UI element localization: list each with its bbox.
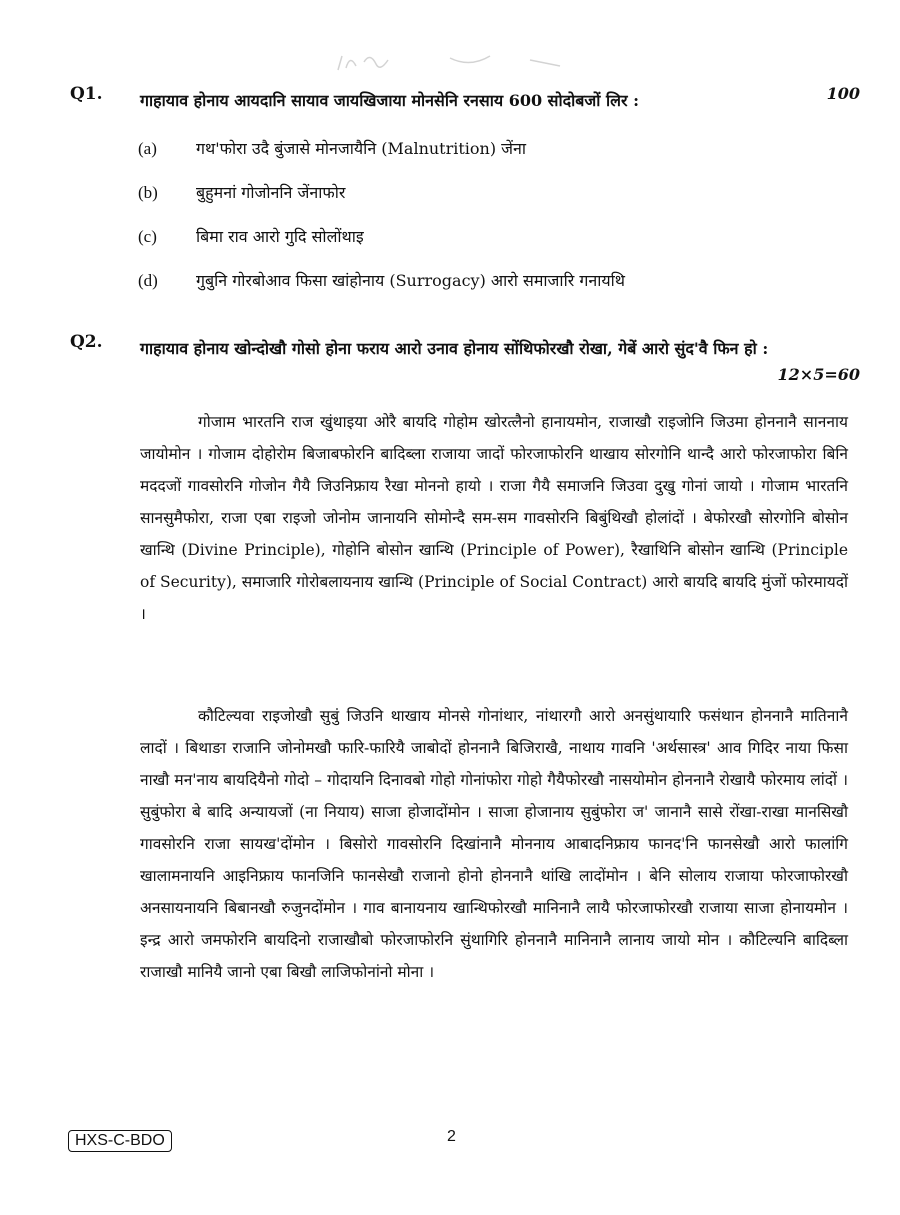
option-text: गुबुनि गोरबोआव फिसा खांहोनाय (Surrogacy) आरो समाजारि गनायथि xyxy=(196,271,626,290)
question-number: Q1. xyxy=(70,84,103,104)
option-text: बिमा राव आरो गुदि सोलोंथाइ xyxy=(196,227,364,246)
question-number: Q2. xyxy=(70,332,103,352)
option-c xyxy=(138,226,838,270)
option-a xyxy=(138,138,838,182)
option-b xyxy=(138,182,838,226)
option-text: गथ'फोरा उदै बुंजासे मोनजायैनि (Malnutrition) जेंना xyxy=(196,139,527,158)
option-label: (b) xyxy=(138,183,158,202)
option-text: बुहुमनां गोजोननि जेंनाफोर xyxy=(196,183,346,202)
question-1 xyxy=(70,84,860,117)
question-marks: 100 xyxy=(826,84,860,103)
question-text: गाहायाव होनाय आयदानि सायाव जायखिजाया मोनसेनि रनसाय 600 सोदोबजों लिर : xyxy=(140,91,639,110)
passage-paragraph-1: गोजाम भारतनि राज खुंथाइया ओरै बायदि गोहोम खोरत्लैनो हानायमोन, राजाखौ राइजोनि जिउमा होननानै साननाय जायोमोन । गोजाम दोहोरोम बिजाबफोरनि बादिब्ला राजाया जादों फोरजाफोरनि थाखाय सोरगोनि थान्दै आरो फोरजाफोरा बिनि मददजों गावसोरनि गोजोन गैयै जिउनिफ्राय रैखा मोननो हायो । राजा गैयै समाजनि जिउवा दुखु गोनां जायो । गोजाम भारतनि सानसुमैफोरा, राजा एबा राइजो जोनोम जानायनि सोमोन्दै सम-सम गावसोरनि बिबुंथिखौ होलांदों । बेफोरखौ सोरगोनि बोसोन खान्थि (Divine Principle), गोहोनि बोसोन खान्थि (Principle of Power), रैखाथिनि बोसोन खान्थि (Principle of Security), समाजारि गोरोबलायनाय खान्थि (Principle of Social Contract) आरो बायदि बायदि मुंजों फोरमायदों । xyxy=(140,413,848,623)
option-label: (d) xyxy=(138,271,158,290)
option-label: (a) xyxy=(138,139,157,158)
question-2 xyxy=(70,332,860,384)
page-number: 2 xyxy=(447,1128,456,1145)
passage-paragraph-2: कौटिल्यवा राइजोखौ सुबुं जिउनि थाखाय मोनसे गोनांथार, नांथारगौ आरो अनसुंथायारि फसंथान होननानै मातिनानै लादों । बिथाङा राजानि जोनोमखौ फारि-फारियै जाबोदों होननानै बिजिराखै, नाथाय गावनि 'अर्थसास्त्र' आव गिदिर नाया फिसा नाखौ मन'नाय बायदियैनो गोदो – गोदायनि दिनावबो गोहो गोनांफोरा गोहो गैयैफोरखौ नासयोमोन होननानै रोखायै फोरमाय लांदों । सुबुंफोरा बे बादि अन्यायजों (ना नियाय) साजा होजादोंमोन । साजा होजानाय सुबुंफोरा ज' जानानै सासे रोंखा-राखा मानसिखौ गावसोरनि राजा सायख'दोंमोन । बिसोरो गावसोरनि दिखांनानै मोननाय आबादनिफ्राय फानद'नि फानसेखौ आरो फालांगि खालामनायनि आइनिफ्राय फानजिनि फानसेखौ राजानो होनो होननानै थांखि लादोंमोन । बेनि सोलाय राजाया फोरजाफोरखौ अनसायनायनि बिबानखौ रुजुनदोंमोन । गाव बानायनाय खान्थिफोरखौ मानिनानै लायै फोरजाफोरखौ राजाया साजा होनायमोन । इन्द्र आरो जमफोरनि बायदिनो राजाखौबो फोरजाफोरनि सुंथागिरि होननानै मानिनानै लानाय जायो मोन । कौटिल्यनि बादिब्ला राजाखौ मानियै जानो एबा बिखौ लाजिफोनांनो मोना । xyxy=(140,707,848,981)
question-marks: 12×5=60 xyxy=(777,365,860,384)
question-text: गाहायाव होनाय खोन्दोखौ गोसो होना फराय आरो उनाव होनाय सोंथिफोरखौ रोखा, गेबें आरो सुंद'वै फिन हो : xyxy=(140,339,769,358)
q1-options-list xyxy=(138,138,838,314)
option-d xyxy=(138,270,838,314)
faint-stamp-mark xyxy=(330,48,570,78)
option-label: (c) xyxy=(138,227,157,246)
paper-code-box: HXS-C-BDO xyxy=(68,1130,172,1152)
